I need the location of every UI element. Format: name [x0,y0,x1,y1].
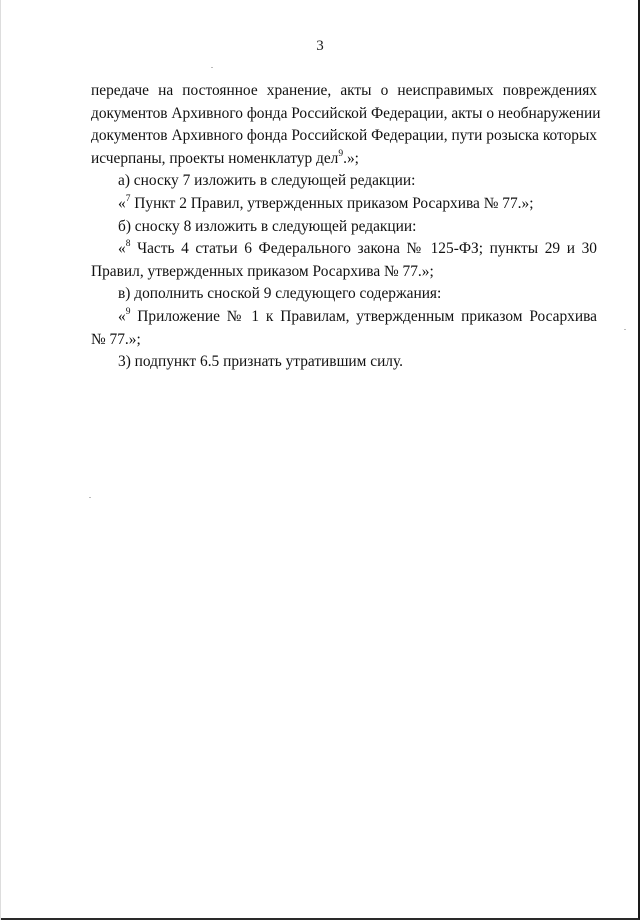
scan-speck [211,67,213,68]
text-line-4 [91,148,597,171]
text-segment: исчерпаны, проекты номенклатур дел [91,149,339,167]
text-segment: « [118,240,126,258]
text-segment: Часть 4 статьи 6 Федерального закона № 125-ФЗ; пункты 29 и 30 [130,240,597,258]
footnote-ref: 9 [125,306,131,317]
text-segment: Приложение № 1 к Правилам, утвержденным приказом Росархива [130,307,597,325]
footnote-ref: 8 [125,239,131,250]
text-line-13: 3) подпункт 6.5 признать утратившим силу. [118,353,403,371]
scan-speck [89,497,91,498]
text-line-2: документов Архивного фонда Российской Федерации, акты о необнаружении [91,104,601,122]
text-line-11 [91,306,597,329]
scan-speck [624,329,626,330]
footnote-ref: 7 [125,193,131,204]
page-number: 3 [316,38,324,54]
footnote-ref: 9 [338,148,344,159]
text-line-9: Правил, утвержденных приказом Росархива № 77.»; [91,262,434,280]
text-line-1: передаче на постоянное хранение, акты о неисправимых повреждениях [91,82,597,99]
text-segment: « [118,307,126,325]
text-line-6 [91,193,597,216]
text-line-12: № 77.»; [91,330,141,348]
text-line-3: документов Архивного фонда Российской Федерации, пути розыска которых [91,127,597,145]
page-left-edge [0,0,1,920]
text-segment: « [118,194,126,212]
text-line-7: б) сноску 8 изложить в следующей редакции: [118,217,417,235]
document-body [91,80,601,374]
text-segment: Пункт 2 Правил, утвержденных приказом Росархива № 77.»; [130,194,534,212]
text-line-5: а) сноску 7 изложить в следующей редакции: [118,172,416,190]
text-line-10: в) дополнить сноской 9 следующего содержания: [118,285,442,303]
text-segment: .»; [343,149,359,167]
text-line-8 [91,238,597,261]
